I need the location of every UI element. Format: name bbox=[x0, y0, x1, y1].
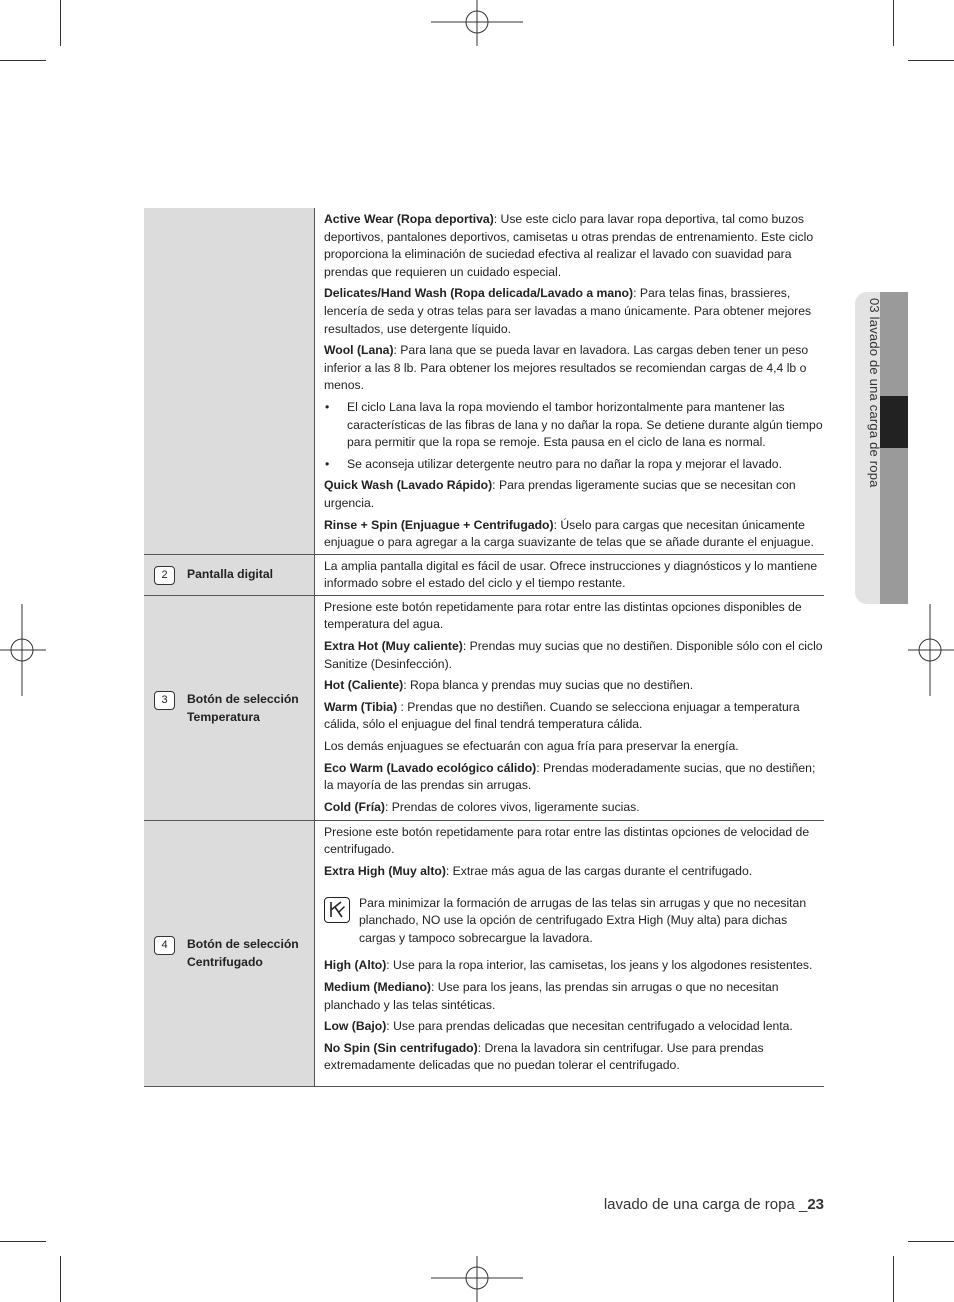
chapter-tab-label: 03 lavado de una carga de ropa bbox=[867, 298, 882, 488]
crop-mark bbox=[0, 60, 46, 61]
option-item: Hot (Caliente): Ropa blanca y prendas muy sucias que no destiñen. bbox=[324, 678, 694, 693]
chapter-tab-strip bbox=[880, 292, 908, 604]
page-number: 23 bbox=[807, 1196, 824, 1213]
item-label: Botón de selección Centrifugado bbox=[187, 937, 299, 970]
note-box bbox=[324, 895, 824, 948]
spin-options: Presione este botón repetidamente para rotar entre las distintas opciones de velocidad de centrifugado. Extra High (Muy alto): Extrae más agua de las cargas durante el centrifugado. Para minimizar la formación de arrugas de las telas sin arrugas y que no necesitan planchado, NO use la opción de centrifugado Extra High (Muy alta) para dichas cargas y tampoco sobrecargue la lavadora. High (Alto): Use para la ropa interior, las camisetas, los jeans y los algodones resistentes. Medium (Mediano): Use para los jeans, las prendas sin arrugas o que no necesitan planchado y las telas sintéticas. Low (Bajo): Use para prendas delicadas que necesitan centrifugado a velocidad lenta. No Spin (Sin centrifugado): Drena la lavadora sin centrifugar. Use para prendas extremadamente delicadas que no puedan tolerar el centrifugado. bbox=[315, 820, 825, 1086]
option-item: Medium (Mediano): Use para los jeans, las prendas sin arrugas o que no necesitan planchado y las telas sintéticas. bbox=[324, 980, 779, 1012]
item-label: Botón de selección Temperatura bbox=[187, 691, 299, 724]
temperature-options: Presione este botón repetidamente para rotar entre las distintas opciones disponibles de temperatura del agua. Extra Hot (Muy caliente): Prendas muy sucias que no destiñen. Disponible sólo con el ciclo Sanitize (Desinfección). Hot (Caliente): Ropa blanca y prendas muy sucias que no destiñen. Warm (Tibia) : Prendas que no destiñen. Cuando se selecciona enjuagar a temperatura cálida, sólo el enjuague del final tendrá temperatura cálida. Los demás enjuagues se efectuarán con agua fría para preservar la energía. Eco Warm (Lavado ecológico cálido): Prendas moderadamente sucias, que no destiñen; la mayoría de las prendas sin arrugas. Cold (Fría): Prendas de colores vivos, ligeramente sucias. bbox=[315, 595, 825, 820]
option-item: Warm (Tibia) : Prendas que no destiñen. Cuando se selecciona enjuagar a temperatura cálida, sólo el enjuague del final tendrá temperatura cálida. bbox=[324, 699, 800, 732]
item-description: La amplia pantalla digital es fácil de usar. Ofrece instrucciones y diagnósticos y lo mantiene informado sobre el estado del ciclo y el tiempo restante. bbox=[315, 554, 825, 595]
registration-mark-right bbox=[908, 604, 954, 696]
chapter-tab-marker bbox=[880, 396, 908, 448]
wool-notes bbox=[324, 399, 824, 473]
crop-mark bbox=[60, 1256, 61, 1302]
row-label-empty bbox=[144, 208, 315, 554]
option-item: Eco Warm (Lavado ecológico cálido): Prendas moderadamente sucias, que no destiñen; la mayoría de las prendas sin arrugas. bbox=[324, 760, 816, 793]
cycle-item: Wool (Lana): Para lana que se pueda lavar en lavadora. Las cargas deben tener un peso inferior a las 8 lb. Para obtener los mejores resultados se recomiendan cargas de 4,4 lb o menos. bbox=[324, 343, 809, 393]
feature-table bbox=[144, 208, 824, 1087]
cycle-item: Quick Wash (Lavado Rápido): Para prendas ligeramente sucias que se necesitan con urgencia. bbox=[324, 478, 796, 510]
table-row bbox=[144, 554, 824, 595]
item-number-badge: 4 bbox=[154, 936, 175, 955]
table-row bbox=[144, 820, 824, 1086]
table-row bbox=[144, 595, 824, 820]
option-item: Cold (Fría): Prendas de colores vivos, ligeramente sucias. bbox=[324, 799, 640, 814]
crop-mark bbox=[893, 1256, 894, 1302]
option-item: Extra High (Muy alto): Extrae más agua de las cargas durante el centrifugado. bbox=[324, 864, 753, 879]
list-item: • Se aconseja utilizar detergente neutro para no dañar la ropa y mejorar el lavado. bbox=[324, 456, 824, 474]
note-pencil-icon bbox=[324, 897, 350, 923]
item-number-badge: 3 bbox=[154, 691, 175, 710]
option-item: Low (Bajo): Use para prendas delicadas que necesitan centrifugado a velocidad lenta. bbox=[324, 1019, 793, 1034]
crop-mark bbox=[0, 1241, 46, 1242]
registration-mark-left bbox=[0, 604, 46, 696]
item-number-badge: 2 bbox=[154, 566, 175, 585]
crop-mark bbox=[893, 0, 894, 46]
row-label bbox=[144, 595, 315, 820]
registration-mark-bottom bbox=[431, 1256, 523, 1302]
note-text: Para minimizar la formación de arrugas de las telas sin arrugas y que no necesitan planchado, NO use la opción de centrifugado Extra High (Muy alta) para dichas cargas y tampoco sobrecargue la lavadora. bbox=[359, 895, 807, 945]
page-footer: lavado de una carga de ropa _23 bbox=[603, 1196, 824, 1213]
crop-mark bbox=[908, 60, 954, 61]
table-row bbox=[144, 208, 824, 554]
cycle-item: Delicates/Hand Wash (Ropa delicada/Lavado a mano): Para telas finas, brassieres, lencería de seda y otras telas para ser lavadas a mano únicamente. Para obtener mejores resultados, use detergente líquido. bbox=[324, 286, 812, 336]
row-label bbox=[144, 820, 315, 1086]
cycle-item: Active Wear (Ropa deportiva): Use este ciclo para lavar ropa deportiva, tal como buzos deportivos, pantalones deportivos, camisetas u otras prendas de entrenamiento. Este ciclo proporciona la eliminación de suciedad efectiva al realizar el lavado con suavidad para prendas que requieren un cuidado especial. bbox=[324, 212, 814, 279]
crop-mark bbox=[908, 1241, 954, 1242]
cycle-item: Rinse + Spin (Enjuague + Centrifugado): Úselo para cargas que necesitan únicamente enjuague o para agregar a la carga suavizante de telas que se añade durante el enjuague. bbox=[324, 517, 814, 550]
registration-mark-top bbox=[431, 0, 523, 46]
crop-mark bbox=[60, 0, 61, 46]
option-item: Extra Hot (Muy caliente): Prendas muy sucias que no destiñen. Disponible sólo con el ciclo Sanitize (Desinfección). bbox=[324, 639, 823, 671]
list-item: • El ciclo Lana lava la ropa moviendo el tambor horizontalmente para mantener las características de las fibras de lana y no dañar la ropa. Se detiene durante algún tiempo para permitir que la ropa se remoje. Esta pausa en el ciclo de lana es normal. bbox=[324, 399, 824, 452]
option-item: No Spin (Sin centrifugado): Drena la lavadora sin centrifugar. Use para prendas extremadamente delicadas que no puedan tolerar el centrifugado. bbox=[324, 1040, 764, 1073]
option-item: High (Alto): Use para la ropa interior, las camisetas, los jeans y los algodones resistentes. bbox=[324, 958, 813, 973]
cycle-descriptions bbox=[315, 208, 825, 554]
row-label bbox=[144, 554, 315, 595]
item-label: Pantalla digital bbox=[187, 566, 274, 581]
